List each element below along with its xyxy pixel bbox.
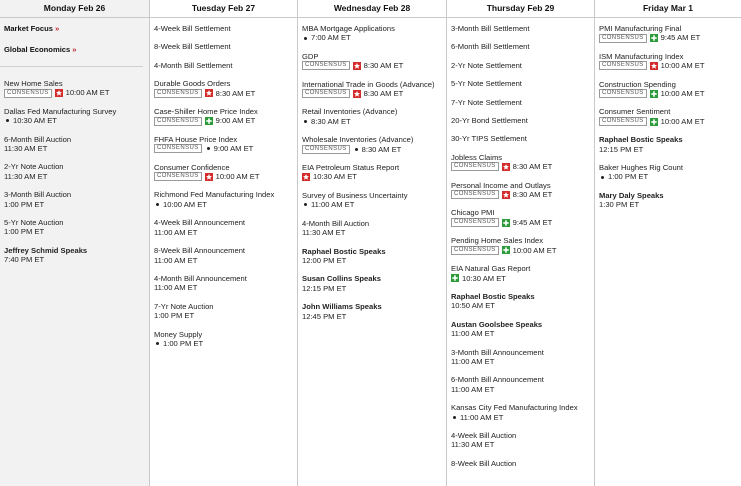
consensus-badge[interactable]: CONSENSUS	[451, 190, 499, 199]
event-meta	[451, 413, 594, 422]
event-time: 8:30 AM ET	[363, 89, 404, 99]
calendar-event[interactable]	[154, 330, 297, 349]
event-time: 10:30 AM ET	[313, 172, 357, 182]
event-time: 11:00 AM ET	[460, 412, 504, 422]
event-name[interactable]: Money Supply	[154, 329, 203, 339]
plus-icon	[650, 34, 658, 42]
star-flag-icon	[205, 89, 213, 97]
calendar-event[interactable]	[451, 79, 594, 88]
star-flag-icon	[650, 62, 658, 70]
bullet-icon	[304, 120, 307, 123]
calendar-event[interactable]	[4, 162, 149, 181]
event-name[interactable]: 8-Week Bill Announcement	[154, 246, 246, 256]
event-time: 8:30 AM ET	[512, 190, 553, 200]
bullet-icon	[453, 416, 456, 419]
plus-icon	[451, 274, 459, 282]
calendar-event[interactable]	[154, 218, 297, 237]
event-name[interactable]: Mary Daly Speaks	[599, 190, 664, 200]
calendar-event[interactable]	[302, 219, 446, 238]
event-time: 10:00 AM ET	[215, 172, 260, 182]
chevron-right-icon: »	[54, 24, 60, 33]
consensus-badge[interactable]: CONSENSUS	[599, 61, 647, 70]
star-flag-icon	[55, 89, 63, 97]
bullet-icon	[156, 342, 159, 345]
calendar-event[interactable]	[451, 61, 594, 70]
event-name[interactable]: Susan Collins Speaks	[302, 274, 381, 284]
event-name[interactable]: Consumer Sentiment	[599, 107, 671, 117]
consensus-badge[interactable]: CONSENSUS	[154, 144, 202, 153]
star-flag-icon	[353, 90, 361, 98]
calendar-event[interactable]	[302, 24, 446, 43]
consensus-badge[interactable]: CONSENSUS	[154, 172, 202, 181]
bullet-icon	[6, 119, 9, 122]
event-name[interactable]: 20-Yr Bond Settlement	[451, 116, 528, 126]
calendar-event[interactable]	[599, 24, 741, 43]
event-name[interactable]: 5-Yr Note Settlement	[451, 79, 522, 89]
event-meta	[154, 200, 297, 209]
consensus-badge[interactable]: CONSENSUS	[599, 117, 647, 126]
event-name[interactable]: Chicago PMI	[451, 208, 495, 218]
calendar-event[interactable]	[302, 302, 446, 321]
event-name[interactable]: 4-Week Bill Settlement	[154, 24, 231, 33]
focus-link-label[interactable]: Market Focus	[4, 24, 53, 33]
event-time: 8:30 AM ET	[311, 116, 351, 126]
divider	[0, 66, 143, 67]
event-name[interactable]: 3-Month Bill Settlement	[451, 24, 530, 33]
calendar-event[interactable]	[154, 61, 297, 70]
calendar-event[interactable]	[451, 116, 594, 125]
calendar-event[interactable]	[451, 236, 594, 255]
calendar-event[interactable]	[154, 274, 297, 293]
consensus-badge[interactable]: CONSENSUS	[154, 117, 202, 126]
calendar-event[interactable]	[302, 52, 446, 71]
event-time: 10:30 AM ET	[462, 273, 506, 283]
star-flag-icon	[302, 173, 310, 181]
event-name[interactable]: 4-Week Bill Auction	[451, 430, 517, 440]
event-time: 11:00 AM ET	[451, 384, 495, 394]
plus-icon	[650, 118, 658, 126]
event-name[interactable]: 30-Yr TIPS Settlement	[451, 134, 527, 144]
calendar-event[interactable]	[302, 274, 446, 293]
event-name[interactable]: Case-Shiller Home Price Index	[154, 107, 258, 117]
calendar-event[interactable]	[451, 98, 594, 107]
event-time: 11:00 AM ET	[451, 356, 495, 366]
event-name[interactable]: 3-Month Bill Announcement	[451, 347, 544, 357]
event-name[interactable]: 3-Month Bill Auction	[4, 190, 72, 200]
event-name[interactable]: Richmond Fed Manufacturing Index	[154, 190, 275, 200]
day-column-monday	[0, 0, 150, 486]
event-time: 9:45 AM ET	[512, 217, 553, 227]
calendar-event[interactable]	[302, 135, 446, 154]
event-name[interactable]: John Williams Speaks	[302, 302, 382, 312]
day-column-tuesday	[150, 0, 298, 486]
event-name[interactable]: 7-Yr Note Settlement	[451, 97, 522, 107]
focus-links	[4, 24, 149, 54]
event-time: 11:00 AM ET	[154, 283, 198, 293]
day-header: Tuesday Feb 27	[150, 0, 297, 18]
event-name[interactable]: 4-Month Bill Auction	[302, 218, 370, 228]
bullet-icon	[601, 176, 604, 179]
event-time: 8:30 AM ET	[363, 61, 404, 71]
event-time: 11:00 AM ET	[154, 227, 198, 237]
day-column-wednesday	[298, 0, 447, 486]
plus-icon	[502, 219, 510, 227]
calendar-event[interactable]	[451, 320, 594, 339]
calendar-event[interactable]	[302, 107, 446, 126]
day-events	[447, 18, 594, 468]
event-name[interactable]: 8-Week Bill Settlement	[154, 42, 231, 52]
event-time: 11:30 AM ET	[4, 171, 48, 181]
event-name[interactable]: Jeffrey Schmid Speaks	[4, 245, 88, 255]
event-time: 10:00 AM ET	[65, 88, 110, 98]
calendar-event[interactable]	[451, 431, 594, 450]
day-header: Monday Feb 26	[0, 0, 149, 18]
event-name[interactable]: 7-Yr Note Auction	[154, 301, 214, 311]
event-time: 12:15 PM ET	[302, 283, 347, 293]
event-time: 1:30 PM ET	[599, 200, 640, 210]
event-meta	[451, 246, 594, 255]
event-name[interactable]: Retail Inventories (Advance)	[302, 107, 398, 117]
calendar-event[interactable]	[599, 163, 741, 182]
event-time: 11:00 AM ET	[451, 329, 495, 339]
bullet-icon	[304, 203, 307, 206]
event-meta	[302, 89, 446, 98]
event-meta	[154, 144, 297, 153]
event-time: 10:00 AM ET	[163, 199, 207, 209]
calendar-event[interactable]	[154, 163, 297, 182]
consensus-badge[interactable]: CONSENSUS	[4, 89, 52, 98]
day-column-thursday	[447, 0, 595, 486]
calendar-event[interactable]	[154, 24, 297, 33]
event-time: 1:00 PM ET	[4, 227, 45, 237]
event-meta	[302, 145, 446, 154]
calendar-event[interactable]	[302, 80, 446, 99]
focus-link[interactable]	[4, 45, 149, 54]
calendar-event[interactable]	[451, 375, 594, 394]
event-name[interactable]: Austan Goolsbee Speaks	[451, 319, 543, 329]
event-name[interactable]: Wholesale Inventories (Advance)	[302, 135, 414, 145]
calendar-event[interactable]	[154, 42, 297, 51]
calendar-event[interactable]	[154, 302, 297, 321]
calendar-event[interactable]	[599, 52, 741, 71]
event-meta	[599, 33, 741, 42]
event-name[interactable]: International Trade in Goods (Advance)	[302, 79, 435, 89]
event-name[interactable]: 8-Week Bill Auction	[451, 458, 517, 468]
calendar-event[interactable]	[451, 459, 594, 468]
calendar-event[interactable]	[154, 190, 297, 209]
event-meta	[302, 33, 446, 42]
event-name[interactable]: GDP	[302, 51, 319, 61]
event-name[interactable]: MBA Mortgage Applications	[302, 24, 395, 33]
event-name[interactable]: 2-Yr Note Settlement	[451, 60, 522, 70]
calendar-event[interactable]	[451, 181, 594, 200]
calendar-event[interactable]	[302, 163, 446, 182]
event-name[interactable]: Raphael Bostic Speaks	[451, 291, 535, 301]
event-name[interactable]: 6-Month Bill Auction	[4, 134, 72, 144]
day-header: Friday Mar 1	[595, 0, 741, 18]
event-time: 10:00 AM ET	[512, 245, 557, 255]
consensus-badge[interactable]: CONSENSUS	[451, 246, 499, 255]
event-time: 9:00 AM ET	[215, 116, 256, 126]
day-header: Thursday Feb 29	[447, 0, 594, 18]
event-time: 12:00 PM ET	[302, 255, 347, 265]
event-name[interactable]: Baker Hughes Rig Count	[599, 163, 683, 173]
event-name[interactable]: Raphael Bostic Speaks	[599, 135, 683, 145]
event-meta	[302, 61, 446, 70]
calendar-event[interactable]	[4, 79, 149, 98]
event-name[interactable]: PMI Manufacturing Final	[599, 24, 682, 33]
calendar-event[interactable]	[154, 79, 297, 98]
event-time: 11:30 AM ET	[4, 144, 48, 154]
calendar-event[interactable]	[451, 153, 594, 172]
event-name[interactable]: Jobless Claims	[451, 152, 503, 162]
calendar-event[interactable]	[451, 42, 594, 51]
plus-icon	[205, 117, 213, 125]
event-name[interactable]: Durable Goods Orders	[154, 79, 231, 89]
plus-icon	[502, 246, 510, 254]
consensus-badge[interactable]: CONSENSUS	[451, 218, 499, 227]
event-time: 10:00 AM ET	[660, 89, 705, 99]
event-name[interactable]: 6-Month Bill Announcement	[451, 375, 544, 385]
event-time: 11:30 AM ET	[451, 440, 495, 450]
calendar-event[interactable]	[451, 403, 594, 422]
event-name[interactable]: Construction Spending	[599, 79, 676, 89]
focus-link[interactable]	[4, 24, 149, 33]
consensus-badge[interactable]: CONSENSUS	[302, 145, 350, 154]
event-meta	[451, 190, 594, 199]
chevron-right-icon: »	[72, 45, 77, 54]
event-name[interactable]: New Home Sales	[4, 79, 63, 88]
calendar-event[interactable]	[4, 190, 149, 209]
event-time: 10:30 AM ET	[13, 116, 57, 126]
event-time: 8:30 AM ET	[361, 144, 402, 154]
calendar-event[interactable]	[451, 292, 594, 311]
event-time: 11:00 AM ET	[154, 255, 198, 265]
event-time: 8:30 AM ET	[215, 88, 256, 98]
bullet-icon	[156, 203, 159, 206]
event-meta	[451, 162, 594, 171]
event-meta	[154, 116, 297, 125]
event-name[interactable]: Raphael Bostic Speaks	[302, 246, 386, 256]
event-time: 9:45 AM ET	[660, 33, 701, 43]
event-time: 10:00 AM ET	[660, 116, 705, 126]
calendar-event[interactable]	[599, 135, 741, 154]
event-meta	[154, 89, 297, 98]
event-name[interactable]: EIA Natural Gas Report	[451, 264, 531, 274]
calendar-event[interactable]	[4, 218, 149, 237]
event-meta	[302, 200, 446, 209]
event-time: 10:00 AM ET	[660, 61, 705, 71]
event-time: 12:15 PM ET	[599, 144, 644, 154]
event-name[interactable]: Survey of Business Uncertainty	[302, 190, 408, 200]
star-flag-icon	[502, 163, 510, 171]
event-time: 11:00 AM ET	[311, 200, 355, 210]
event-meta	[451, 274, 594, 283]
focus-link-label[interactable]: Global Economics	[4, 45, 71, 54]
bullet-icon	[207, 147, 210, 150]
event-meta	[451, 218, 594, 227]
calendar-event[interactable]	[4, 107, 149, 126]
day-events	[0, 18, 149, 265]
event-name[interactable]: FHFA House Price Index	[154, 134, 238, 144]
day-events	[150, 18, 297, 348]
consensus-badge[interactable]: CONSENSUS	[302, 89, 350, 98]
event-time: 1:00 PM ET	[608, 172, 649, 182]
event-meta	[4, 88, 149, 97]
event-meta	[599, 61, 741, 70]
calendar-event[interactable]	[599, 107, 741, 126]
event-name[interactable]: Kansas City Fed Manufacturing Index	[451, 403, 578, 413]
consensus-badge[interactable]: CONSENSUS	[599, 34, 647, 43]
event-name[interactable]: 4-Week Bill Announcement	[154, 218, 246, 228]
event-time: 9:00 AM ET	[213, 144, 254, 154]
calendar-event[interactable]	[4, 246, 149, 265]
event-meta	[302, 172, 446, 181]
event-name[interactable]: 2-Yr Note Auction	[4, 162, 64, 172]
calendar-event[interactable]	[302, 191, 446, 210]
event-meta	[302, 117, 446, 126]
event-meta	[599, 89, 741, 98]
day-header: Wednesday Feb 28	[298, 0, 446, 18]
event-time: 8:30 AM ET	[512, 162, 553, 172]
consensus-badge[interactable]: CONSENSUS	[451, 162, 499, 171]
event-name[interactable]: 5-Yr Note Auction	[4, 218, 64, 228]
event-time: 11:30 AM ET	[302, 228, 346, 238]
event-time: 7:00 AM ET	[311, 33, 351, 43]
star-flag-icon	[353, 62, 361, 70]
event-time: 1:00 PM ET	[4, 199, 45, 209]
calendar-event[interactable]	[451, 264, 594, 283]
consensus-badge[interactable]: CONSENSUS	[599, 89, 647, 98]
event-time: 7:40 PM ET	[4, 255, 45, 265]
event-name[interactable]: ISM Manufacturing Index	[599, 51, 684, 61]
calendar-event[interactable]	[599, 191, 741, 210]
event-meta	[599, 172, 741, 181]
consensus-badge[interactable]: CONSENSUS	[302, 61, 350, 70]
day-events	[595, 18, 741, 210]
event-name[interactable]: Personal Income and Outlays	[451, 180, 551, 190]
event-name[interactable]: 6-Month Bill Settlement	[451, 42, 530, 52]
calendar-event[interactable]	[451, 348, 594, 367]
consensus-badge[interactable]: CONSENSUS	[154, 89, 202, 98]
event-time: 1:00 PM ET	[163, 338, 204, 348]
star-flag-icon	[502, 191, 510, 199]
calendar-event[interactable]	[451, 24, 594, 33]
event-name[interactable]: 4-Month Bill Settlement	[154, 60, 233, 70]
bullet-icon	[304, 37, 307, 40]
bullet-icon	[355, 148, 358, 151]
event-name[interactable]: Dallas Fed Manufacturing Survey	[4, 106, 117, 116]
calendar-event[interactable]	[154, 135, 297, 154]
event-time: 1:00 PM ET	[154, 311, 195, 321]
calendar-event[interactable]	[302, 247, 446, 266]
event-meta	[154, 172, 297, 181]
event-meta	[154, 339, 297, 348]
calendar-event[interactable]	[4, 135, 149, 154]
calendar-event[interactable]	[154, 107, 297, 126]
calendar-event[interactable]	[154, 246, 297, 265]
event-name[interactable]: EIA Petroleum Status Report	[302, 163, 400, 173]
calendar-event[interactable]	[599, 80, 741, 99]
event-name[interactable]: 4-Month Bill Announcement	[154, 273, 247, 283]
plus-icon	[650, 90, 658, 98]
event-meta	[599, 117, 741, 126]
event-time: 10:50 AM ET	[451, 301, 495, 311]
event-meta	[4, 116, 149, 125]
star-flag-icon	[205, 173, 213, 181]
event-name[interactable]: Consumer Confidence	[154, 162, 230, 172]
day-column-friday	[595, 0, 741, 486]
calendar-event[interactable]	[451, 208, 594, 227]
event-time: 12:45 PM ET	[302, 311, 347, 321]
event-name[interactable]: Pending Home Sales Index	[451, 236, 544, 246]
calendar-event[interactable]	[451, 134, 594, 143]
day-events	[298, 18, 446, 321]
